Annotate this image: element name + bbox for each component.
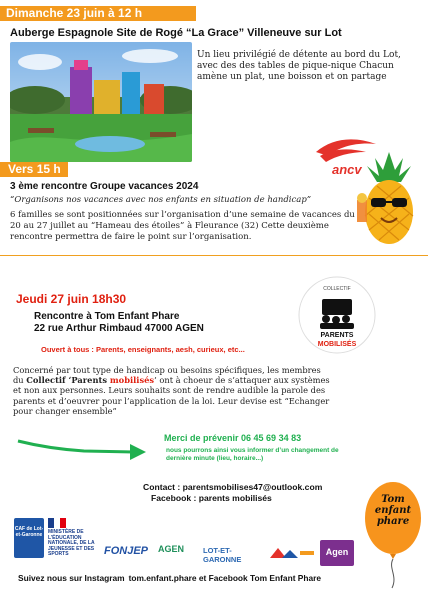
pm-logo-parents: PARENTS [320, 332, 354, 339]
tom-enfant-phare-balloon [362, 480, 424, 590]
agen-agglo-text: AGEN [158, 544, 185, 554]
event3-place: Rencontre à Tom Enfant Phare [34, 311, 180, 322]
parents-mobilises-logo [296, 275, 378, 355]
footer-instagram[interactable]: tom.enfant.phare [128, 573, 197, 583]
event3-text-b: ’ ont à choeur de s’attaquer aux systèmes et non aux personnes. Leurs souhaits sont de rendre audible la parole des parents et d’oeuvrer pour l’application de la loi. Leur devise est “Echanger pour changer ensemble” [13, 375, 330, 416]
ville-agen-logo [320, 540, 354, 566]
footer-prefix: Suivez nous sur Instagram [18, 573, 125, 583]
contact-email: Contact : parentsmobilises47@outlook.com [143, 482, 323, 492]
event3-address: 22 rue Arthur Rimbaud 47000 AGEN [34, 323, 204, 334]
contact-facebook: Facebook : parents mobilisés [151, 493, 272, 503]
green-arrow [14, 435, 154, 475]
notice-sub: nous pourrons ainsi vous informer d’un changement de dernière minute (lieu, horaire...) [166, 447, 339, 462]
event3-collectif: Collectif ‘ [26, 375, 72, 386]
event2-title: 3 ème rencontre Groupe vacances 2024 [10, 181, 199, 192]
event2-time-banner: Vers 15 h [0, 162, 68, 177]
event3-text [13, 365, 333, 416]
event3-parents: Parents [71, 375, 110, 386]
event3-mobilises: mobilisés [109, 375, 155, 386]
event2-slogan: “Organisons nos vacances avec nos enfants en situation de handicap” [10, 195, 312, 205]
notice-phone: Merci de prévenir 06 45 69 34 83 [164, 433, 302, 443]
footer-facebook[interactable]: Tom Enfant Phare [250, 573, 322, 583]
caf-logo-text: CAF de Lot-et-Garonne [14, 526, 44, 538]
balloon-text: Tom enfant phare [374, 494, 412, 527]
event2-text: 6 familles se sont positionnées sur l’organisation d’une semaine de vacances du 20 au 27 juillet au “Hameau des étoiles” à Fleurance (32) Cette deuxième rencontre permettra de faire le point sur l’organisation. [10, 210, 355, 242]
event1-description: Un lieu privilégié de détente au bord du Lot, avec des des tables de pique-nique Chacun amène un plat, une boisson et on partage [197, 50, 401, 82]
footer-middle: et Facebook [196, 573, 251, 583]
region-logo [268, 546, 316, 560]
event1-date-banner: Dimanche 23 juin à 12 h [0, 6, 196, 21]
ville-agen-text: Agen [325, 547, 349, 557]
fonjep-logo [104, 545, 152, 559]
footer [18, 573, 321, 583]
ancv-logo-text: ancv [332, 162, 362, 177]
pm-logo-mobilises: MOBILISÉS [317, 341, 357, 348]
event3-text-a: Concerné par tout type de handicap ou besoins spécifiques, les membres du [13, 365, 321, 386]
pineapple-illustration [355, 150, 423, 250]
auberge-photo [10, 42, 192, 162]
pm-logo-top: COLLECTIF [323, 286, 351, 292]
event3-open-to: Ouvert à tous : Parents, enseignants, aesh, curieux, etc... [41, 345, 245, 354]
event1-place: Auberge Espagnole Site de Rogé “La Grace” Villeneuve sur Lot [10, 27, 342, 39]
agen-agglo-logo [158, 544, 200, 560]
event3-date: Jeudi 27 juin 18h30 [16, 292, 127, 306]
lot-et-garonne-text: LOT-ET-GARONNE [203, 546, 242, 564]
ministere-logo [48, 518, 110, 556]
fonjep-text: FONJEP [104, 545, 149, 557]
ministere-text: MINISTÈRE DE L’ÉDUCATION NATIONALE, DE LA JEUNESSE ET DES SPORTS [48, 529, 95, 557]
caf-logo [14, 518, 44, 558]
lot-et-garonne-logo [203, 546, 265, 564]
